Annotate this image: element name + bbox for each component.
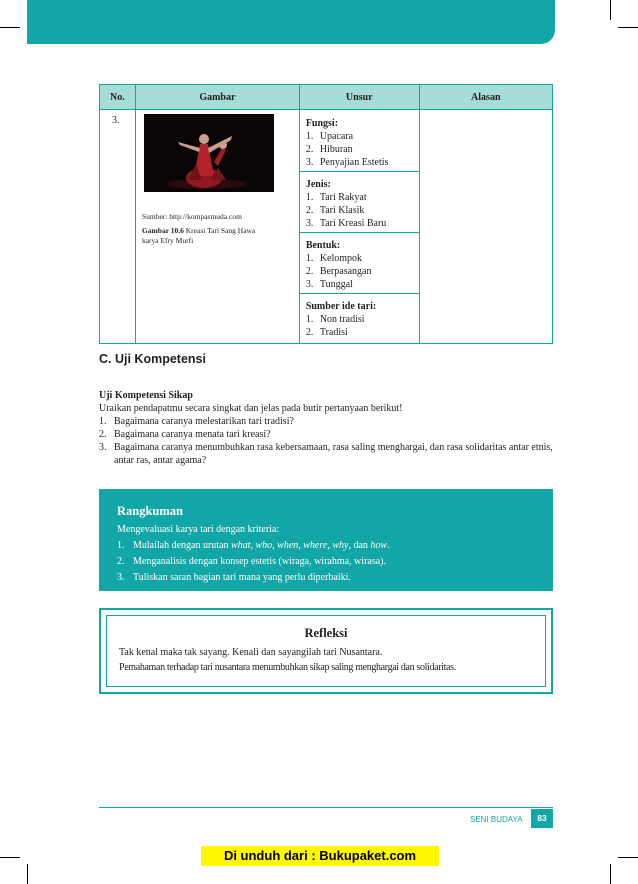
refleksi-box: [99, 608, 553, 694]
list-item: 1. Mulailah dengan urutan what, who, when, where, why, dan how.: [117, 540, 390, 551]
list-item: 3. Penyajian Estetis: [305, 157, 389, 168]
group-title: Jenis:: [305, 179, 331, 190]
unsur-cell: [299, 110, 419, 344]
image-source: Sumber: http://kompasmuda.com: [141, 212, 242, 221]
dancers-illustration: [144, 114, 274, 192]
group-title: Fungsi:: [305, 118, 339, 129]
image-cell: [135, 110, 299, 344]
col-header-gambar: Gambar: [135, 85, 299, 110]
list-item: 2. Tradisi: [305, 327, 348, 338]
caption-text: Kreasi Tari Sang Hawa karya Efry Murfi: [141, 226, 256, 245]
list-item: 1. Kelompok: [305, 253, 363, 264]
col-header-no: No.: [100, 85, 136, 110]
crop-mark: [618, 27, 638, 28]
rangkuman-title: Rangkuman: [117, 504, 183, 518]
list-item: 2. Tari Klasik: [305, 205, 365, 216]
list-item: 2. Bagaimana caranya menata tari kreasi?: [99, 429, 271, 440]
crop-mark: [618, 857, 638, 858]
dance-photo: [144, 114, 274, 192]
group-sumber-ide: [300, 293, 419, 339]
list-item: 2. Berpasangan: [305, 266, 372, 277]
col-header-unsur: Unsur: [299, 85, 419, 110]
list-item: 1. Bagaimana caranya melestarikan tari tradisi?: [99, 416, 294, 427]
section-title: C. Uji Kompetensi: [99, 352, 206, 366]
alasan-cell: [419, 110, 552, 344]
list-item: 3. Tuliskan saran bagian tari mana yang perlu diperbaiki.: [117, 572, 351, 583]
crop-mark: [610, 0, 611, 20]
group-title: Bentuk:: [305, 240, 341, 251]
col-header-alasan: Alasan: [419, 85, 552, 110]
header-band: [27, 0, 555, 44]
row-number: 3.: [100, 110, 136, 344]
rangkuman-intro: Mengevaluasi karya tari dengan kriteria:: [117, 524, 280, 535]
footer-line: [99, 807, 553, 808]
image-caption: [142, 226, 262, 246]
refleksi-line: Pemahaman terhadap tari nusantara menumbuhkan sikap saling menghargai dan solidaritas.: [119, 662, 456, 673]
analysis-table: [99, 84, 553, 344]
crop-mark: [0, 27, 20, 28]
list-item: 3. Tari Kreasi Baru: [305, 218, 387, 229]
sub-title: Uji Kompetensi Sikap: [99, 390, 193, 401]
caption-number: Gambar 10.6: [141, 226, 184, 235]
crop-mark: [0, 857, 20, 858]
table-row: [100, 110, 553, 344]
refleksi-inner: [106, 615, 546, 687]
footer-label: SENI BUDAYA: [470, 815, 523, 824]
group-jenis: [300, 171, 419, 230]
list-item: 3. Tunggal: [305, 279, 353, 290]
crop-mark: [27, 864, 28, 884]
list-item: 3. Bagaimana caranya menumbuhkan rasa kebersamaan, rasa saling menghargai, dan rasa solidaritas antar etnis, antar ras, antar agama?: [99, 442, 553, 466]
group-bentuk: [300, 232, 419, 291]
group-fungsi: [300, 117, 419, 169]
crop-mark: [610, 864, 611, 884]
list-item: 1. Upacara: [305, 131, 354, 142]
page-number: 83: [531, 809, 553, 828]
list-item: 2. Hiburan: [305, 144, 353, 155]
intro-text: Uraikan pendapatmu secara singkat dan jelas pada butir pertanyaan berikut!: [99, 403, 403, 414]
download-banner[interactable]: Di unduh dari : Bukupaket.com: [201, 846, 439, 866]
refleksi-title: Refleksi: [304, 626, 348, 640]
refleksi-line: Tak kenal maka tak sayang. Kenali dan sayangilah tari Nusantara.: [119, 647, 383, 658]
rangkuman-box: [99, 489, 553, 591]
list-item: 1. Non tradisi: [305, 314, 365, 325]
list-item: 1. Tari Rakyat: [305, 192, 367, 203]
group-title: Sumber ide tari:: [305, 301, 377, 312]
list-item: 2. Menganalisis dengan konsep estetis (wiraga, wirahma, wirasa).: [117, 556, 386, 567]
uji-sikap: [99, 389, 561, 467]
